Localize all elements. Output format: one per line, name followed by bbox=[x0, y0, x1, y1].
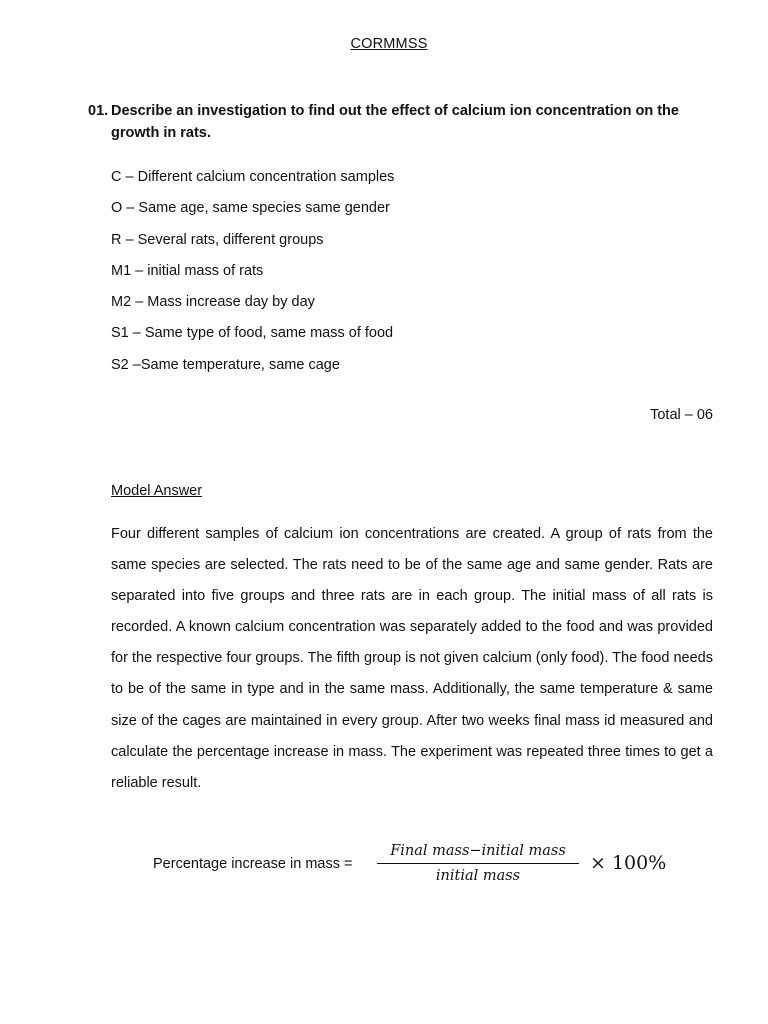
formula-fraction bbox=[377, 840, 579, 886]
cormmss-item-m1: M1 – initial mass of rats bbox=[111, 262, 264, 279]
question-block bbox=[88, 100, 718, 144]
cormmss-item-s1: S1 – Same type of food, same mass of food bbox=[111, 325, 394, 342]
question-text: Describe an investigation to find out the effect of calcium ion concentration on the growth in rats. bbox=[111, 103, 679, 141]
fraction-bar bbox=[377, 863, 579, 864]
cormmss-item-c: C – Different calcium concentration samples bbox=[111, 169, 395, 185]
formula-denominator: initial mass bbox=[435, 868, 521, 884]
formula-numerator: Final mass−initial mass bbox=[390, 843, 566, 859]
total-marks: Total – 06 bbox=[650, 407, 713, 423]
document-title: CORMMSS bbox=[350, 36, 428, 52]
formula-multiplier: × 100% bbox=[590, 852, 667, 874]
formula-label: Percentage increase in mass = bbox=[153, 856, 353, 872]
cormmss-item-m2: M2 – Mass increase day by day bbox=[111, 294, 315, 311]
model-answer-heading: Model Answer bbox=[111, 483, 203, 499]
model-answer-paragraph: Four different samples of calcium ion concentrations are created. A group of rats from the same species are selected. The rats need to be of the same age and same gender. Rats are separated into five groups and three rats are in each group. The initial mass of all rats is recorded. A known calcium concentration was separately added to the food and was provided for the respective four groups. The fifth group is not given calcium (only food). The food needs to be of the same in type and in the same mass. Additionally, the same temperature & same size of the cages are maintained in every group. After two weeks final mass id measured and calculate the percentage increase in mass. The experiment was repeated three times to get a reliable result. bbox=[111, 526, 713, 791]
cormmss-item-r: R – Several rats, different groups bbox=[111, 231, 324, 248]
percentage-formula bbox=[153, 840, 713, 890]
cormmss-item-s2: S2 –Same temperature, same cage bbox=[111, 356, 340, 373]
cormmss-list bbox=[111, 166, 394, 385]
question-number: 01. bbox=[88, 103, 109, 119]
cormmss-item-o: O – Same age, same species same gender bbox=[111, 200, 390, 217]
